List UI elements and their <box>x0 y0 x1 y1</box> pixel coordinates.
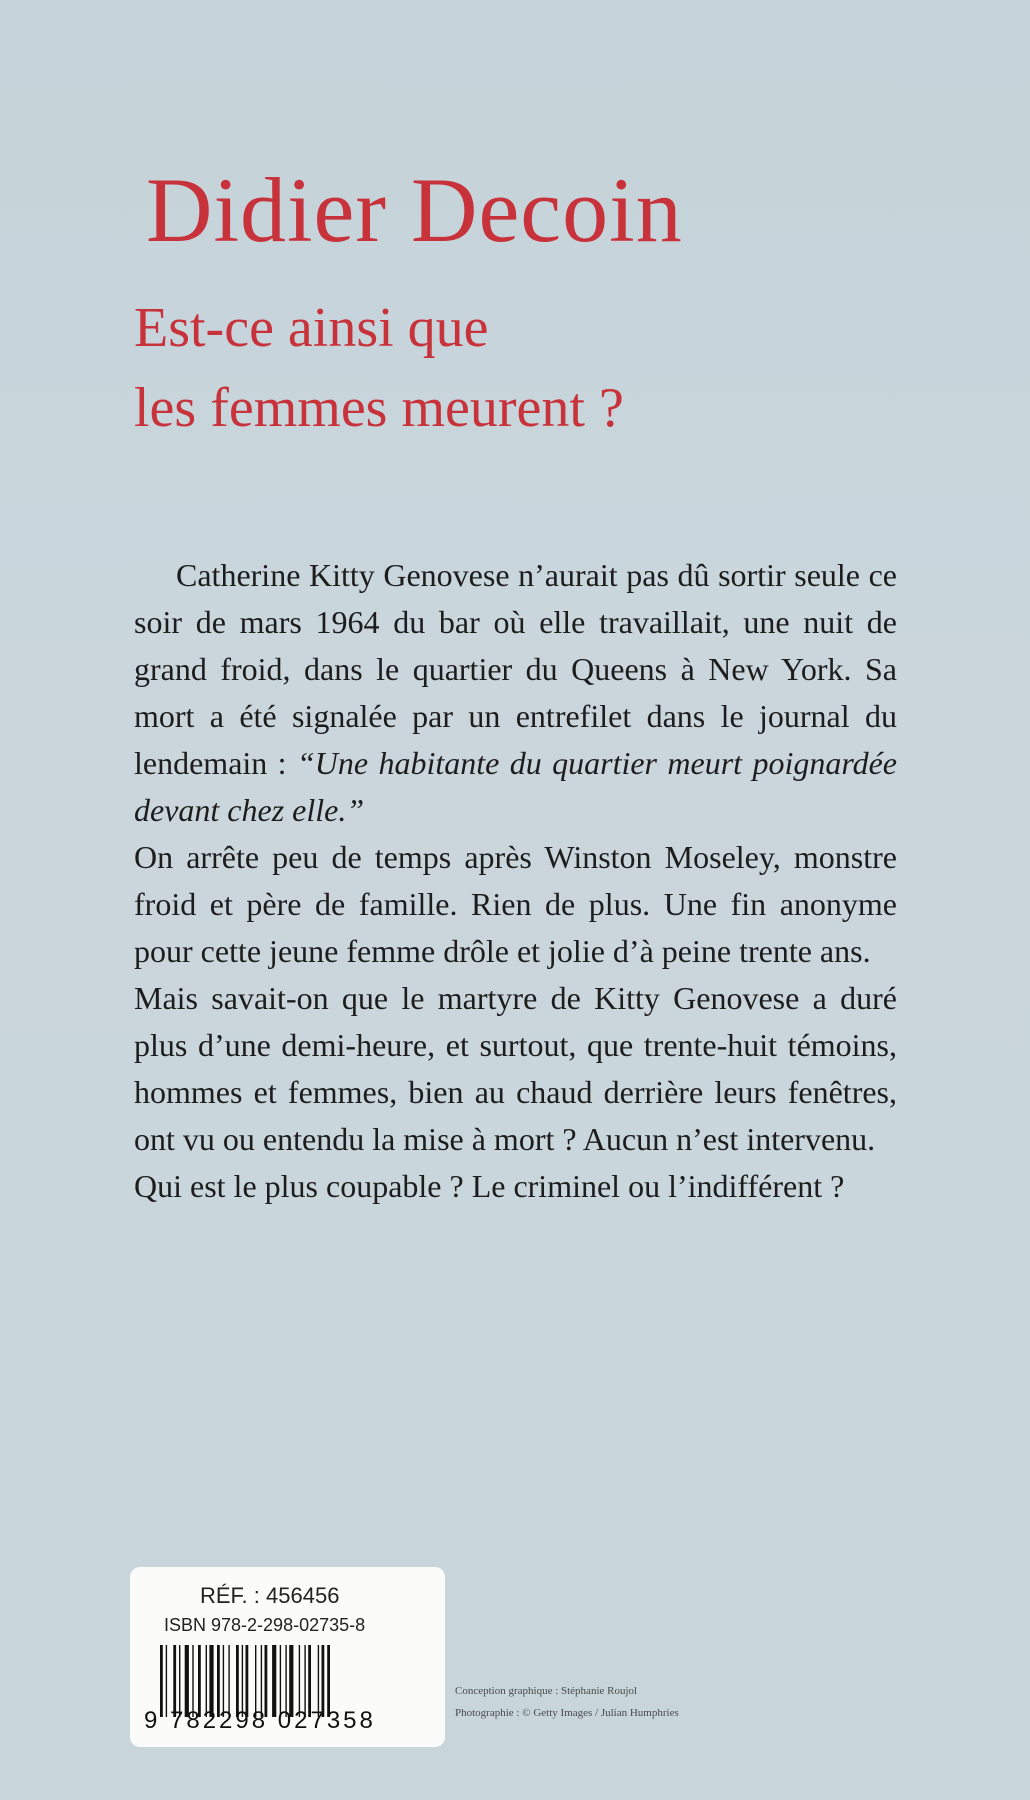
isbn-number: ISBN 978-2-298-02735-8 <box>164 1615 366 1635</box>
reference-number: RÉF. : 456456 <box>200 1583 340 1608</box>
credits <box>455 1680 679 1724</box>
author-name: Didier Decoin <box>146 159 683 261</box>
title-line-2: les femmes meurent ? <box>134 377 624 439</box>
title-line-1: Est-ce ainsi que <box>134 297 489 359</box>
barcode-digits: 9 782298 027358 <box>144 1707 376 1734</box>
barcode-label <box>130 1567 445 1747</box>
blurb-paragraph-1 <box>134 552 897 834</box>
design-credit: Conception graphique : Stéphanie Roujol <box>455 1685 638 1697</box>
blurb-paragraph-3: Mais savait-on que le martyre de Kitty Genovese a duré plus d’une demi-heure, et surtout, que trente-huit témoins, hommes et femmes, bien au chaud derrière leurs fenêtres, ont vu ou entendu la mise à mort ? Aucun n’est intervenu. <box>134 980 897 1157</box>
blurb <box>134 552 897 1210</box>
book-title <box>134 288 624 448</box>
blurb-paragraph-1-text: Catherine Kitty Genovese n’aurait pas dû sortir seule ce soir de mars 1964 du bar où elle travaillait, une nuit de grand froid, dans le quartier du Queens à New York. Sa mort a été signalée par un entrefilet dans le journal du lendemain : <box>134 557 897 781</box>
blurb-paragraph-4: Qui est le plus coupable ? Le criminel ou l’indifférent ? <box>134 1168 845 1204</box>
blurb-paragraph-2: On arrête peu de temps après Winston Moseley, monstre froid et père de famille. Rien de plus. Une fin anonyme pour cette jeune femme drôle et jolie d’à peine trente ans. <box>134 839 897 969</box>
newspaper-quote: “Une habitante du quartier meurt poignardée devant chez elle.” <box>134 745 897 828</box>
photo-credit: Photographie : © Getty Images / Julian Humphries <box>455 1707 679 1719</box>
